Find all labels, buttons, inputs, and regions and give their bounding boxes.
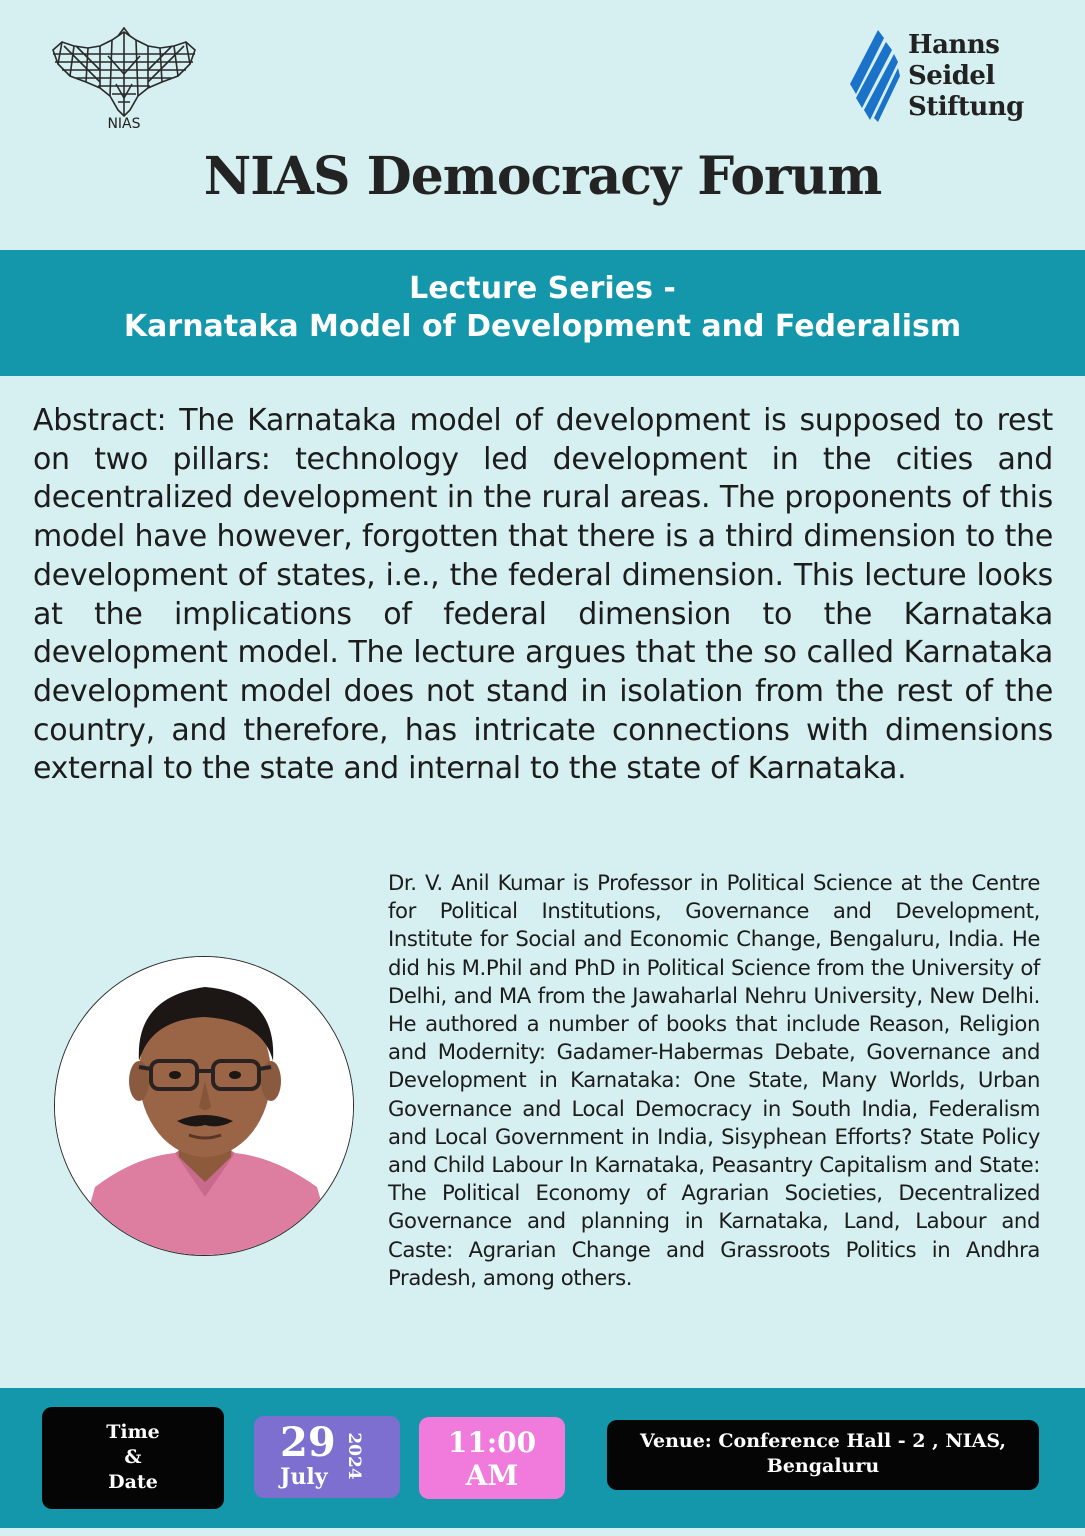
date-label: Date (108, 1471, 158, 1493)
hss-line-2: Seidel (908, 61, 995, 91)
bottom-strip (0, 1528, 1085, 1536)
venue-box: Venue: Conference Hall - 2 , NIAS, Bengaluru (607, 1420, 1039, 1490)
date-box (254, 1416, 400, 1498)
time-period: AM (465, 1459, 519, 1492)
page-title: NIAS Democracy Forum (203, 146, 882, 207)
nias-logo-text: NIAS (107, 116, 141, 132)
abstract-text: Abstract: The Karnataka model of development is supposed to rest on two pillars: technology led development in the cities and decentralized development in the rural areas. The proponents of this model have however, forgotten that there is a third dimension to the development of states, i.e., the federal dimension. This lecture looks at the implications of federal dimension to the Karnataka development model. The lecture argues that the so called Karnataka development model does not stand in isolation from the rest of the country, and therefore, has intricate connections with dimensions external to the state and internal to the state of Karnataka. (33, 403, 1053, 787)
banner-line-1: Lecture Series - (409, 271, 676, 306)
speaker-bio: Dr. V. Anil Kumar is Professor in Political Science at the Centre for Political Institutions, Governance and Development, Institute for Social and Economic Change, Bengaluru, India. He did his M.Phil and PhD in Political Science from the University of Delhi, and MA from the Jawaharlal Nehru University, New Delhi. He authored a number of books that include Reason, Religion and Modernity: Gadamer-Habermas Debate, Governance and Development in Karnataka: One State, Many Worlds, Urban Governance and Local Democracy in South India, Federalism and Local Government in India, Sisyphean Efforts? State Policy and Child Labour In Karnataka, Peasantry Capitalism and State: The Political Economy of Agrarian Societies, Decentralized Governance and planning in Karnataka, Land, Labour and Caste: Agrarian Change and Grassroots Politics in Andhra Pradesh, among others. (388, 870, 1040, 1290)
date-year: 2024 (344, 1432, 364, 1480)
speaker-photo (54, 956, 354, 1256)
time-label: Time (106, 1421, 160, 1443)
hss-stripes-icon (848, 28, 900, 124)
date-day: 29 (280, 1419, 336, 1466)
lecture-series-banner (0, 250, 1085, 376)
banner-line-2: Karnataka Model of Development and Federalism (123, 309, 962, 344)
hss-line-3: Stiftung (908, 92, 1024, 122)
hss-line-1: Hanns (908, 30, 1000, 60)
time-value: 11:00 (447, 1426, 537, 1459)
speaker-portrait-icon (55, 957, 354, 1256)
date-month: July (280, 1464, 328, 1490)
time-date-label-box (42, 1407, 224, 1509)
ampersand-label: & (124, 1446, 142, 1468)
nias-bird-icon (50, 24, 198, 119)
hanns-seidel-stiftung-logo (848, 28, 1048, 128)
time-box (419, 1417, 565, 1499)
hss-logo-text (908, 30, 1024, 123)
nias-logo (50, 24, 198, 136)
